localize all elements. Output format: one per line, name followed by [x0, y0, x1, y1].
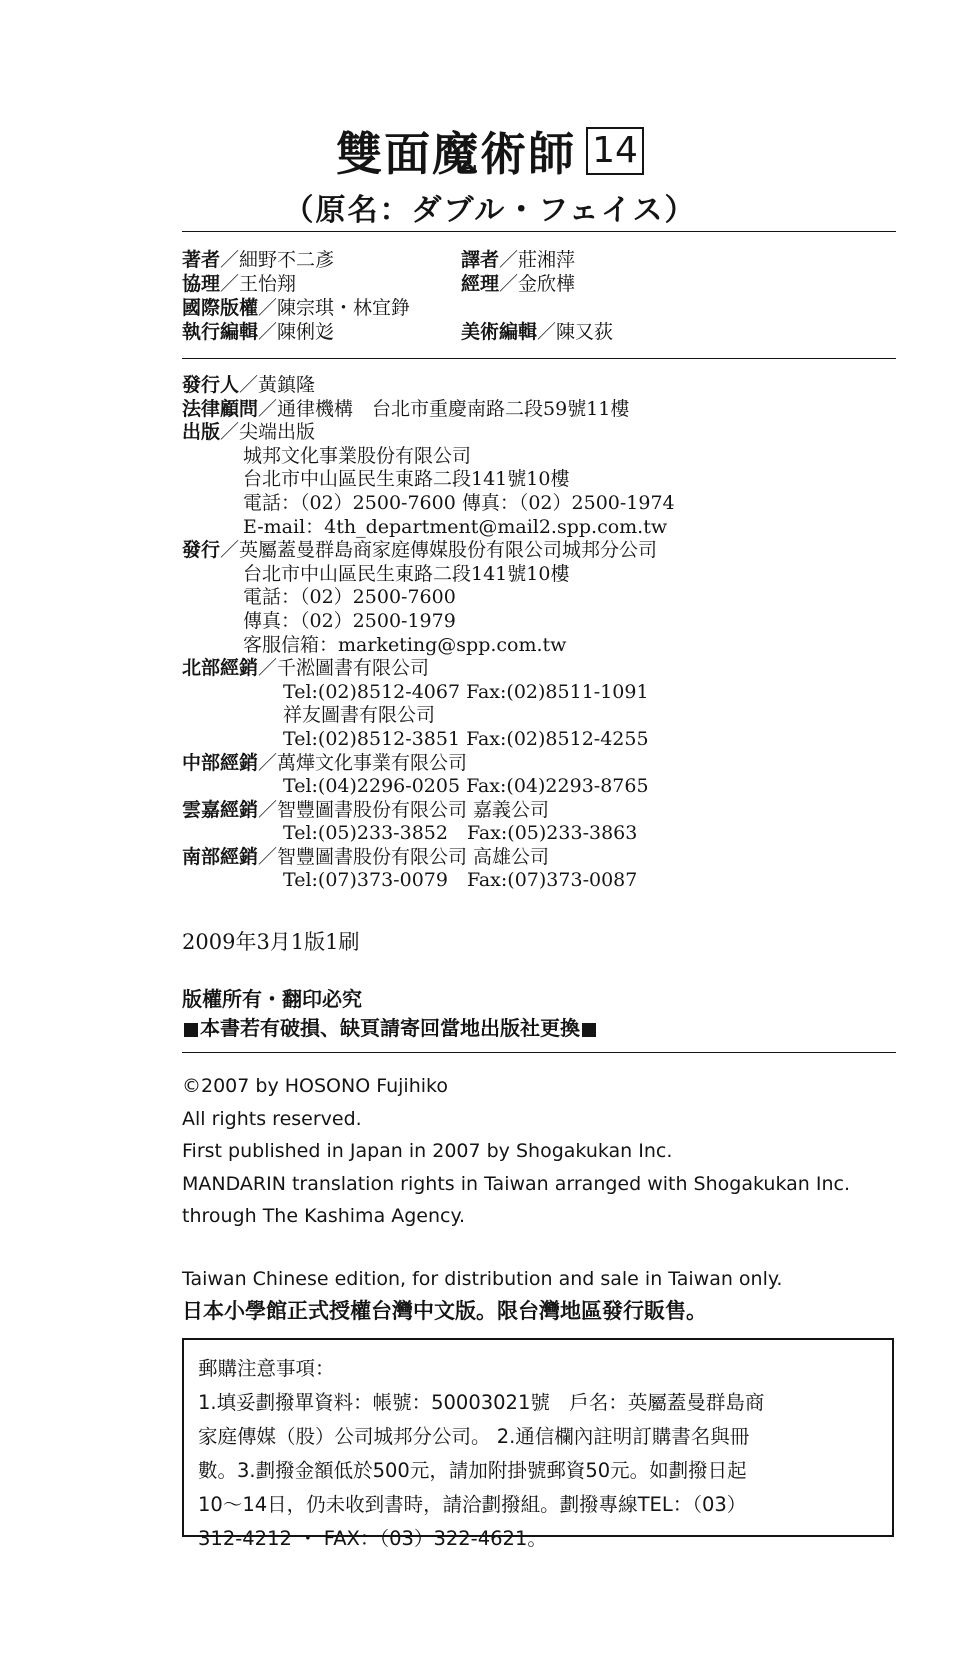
translation-rights-line: MANDARIN translation rights in Taiwan arranged with Shogakukan Inc. [182, 1172, 850, 1195]
credit-name: ／陳宗琪・林宜錚 [258, 297, 411, 319]
divider-top [182, 231, 896, 232]
company-phone: 電話：（02）2500-7600 傳真：（02）2500-1974 [243, 491, 675, 514]
credit-name: ／陳俐彣 [258, 321, 335, 343]
first-published-line: First published in Japan in 2007 by Shogakukan Inc. [182, 1140, 673, 1162]
notice-line: 312-4212 ・ FAX：（03）322-4621。 [198, 1527, 547, 1550]
north-dealer-label: 北部經銷 [182, 657, 259, 680]
credit-role: 譯者 [461, 249, 500, 271]
mail-order-notice [182, 1338, 894, 1550]
yunjia-dealer-label: 雲嘉經銷 [182, 798, 259, 821]
credit-role: 協理 [182, 273, 221, 295]
distribution-label: 發行 [182, 539, 221, 562]
edition-note: Taiwan Chinese edition, for distribution and sale in Taiwan only. [182, 1267, 783, 1290]
all-rights-line: All rights reserved. [182, 1107, 362, 1130]
notice-title: 郵購注意事項： [198, 1357, 335, 1380]
legal-label: 法律顧問 [182, 397, 259, 420]
divider-bottom [182, 1052, 896, 1053]
notice-line: 家庭傳媒（股）公司城邦分公司。 2.通信欄內註明訂購書名與冊 [198, 1425, 750, 1448]
credit-row [182, 272, 896, 296]
south-dealer-tel: Tel:(07)373-0079 Fax:(07)373-0087 [283, 869, 638, 892]
credit-role: 著者 [182, 249, 221, 271]
central-dealer-tel: Tel:(04)2296-0205 Fax:(04)2293-8765 [283, 775, 649, 798]
edition-date: 2009年3月1版1刷 [182, 930, 360, 954]
company-email: E-mail：4th_department@mail2.spp.com.tw [243, 515, 668, 538]
central-dealer: ／萬燁文化事業有限公司 [258, 751, 468, 774]
north-dealer-1-tel: Tel:(02)8512-4067 Fax:(02)8511-1091 [283, 680, 649, 703]
credit-row [182, 248, 896, 272]
north-dealer-1: ／千淞圖書有限公司 [258, 657, 430, 680]
company-name: 城邦文化事業股份有限公司 [243, 444, 472, 467]
south-dealer: ／智豐圖書股份有限公司 高雄公司 [258, 845, 550, 868]
title-block [0, 118, 980, 184]
publisher-name: ／黃鎮隆 [239, 374, 316, 396]
notice-line: 1.填妥劃撥單資料：帳號：50003021號 戶名：英屬蓋曼群島商 [198, 1391, 765, 1414]
press-label: 出版 [182, 421, 221, 444]
credit-role: 執行編輯 [182, 321, 259, 343]
north-dealer-2: 祥友圖書有限公司 [283, 704, 436, 727]
yunjia-dealer-tel: Tel:(05)233-3852 Fax:(05)233-3863 [283, 822, 638, 845]
distributor-name: ／英屬蓋曼群島商家庭傳媒股份有限公司城邦分公司 [220, 539, 658, 562]
yunjia-dealer: ／智豐圖書股份有限公司 嘉義公司 [258, 798, 550, 821]
north-dealer-2-tel: Tel:(02)8512-3851 Fax:(02)8512-4255 [283, 727, 649, 750]
credits-block [182, 248, 896, 344]
copyright-line: ©2007 by HOSONO Fujihiko [182, 1075, 448, 1097]
rights-block [182, 985, 598, 1043]
distributor-address: 台北市中山區民生東路二段141號10樓 [243, 562, 570, 585]
notice-line: 10～14日，仍未收到書時，請洽劃撥組。劃撥專線TEL：（03） [198, 1493, 747, 1516]
rights-reserved-zh: 版權所有・翻印必究 [182, 987, 362, 1011]
square-bullet-icon [184, 1023, 198, 1037]
credit-name: ／金欣樺 [499, 273, 576, 295]
distributor-phone: 電話：（02）2500-7600 [243, 586, 456, 609]
south-dealer-label: 南部經銷 [182, 845, 259, 868]
edition-note-zh: 日本小學館正式授權台灣中文版。限台灣地區發行販售。 [182, 1299, 707, 1323]
legal-counsel: ／通律機構 台北市重慶南路二段59號11樓 [258, 397, 630, 420]
credit-row [182, 296, 896, 320]
distributor-service-mail: 客服信箱：marketing@spp.com.tw [243, 633, 567, 656]
notice-line: 數。3.劃撥金額低於500元，請加附掛號郵資50元。如劃撥日起 [198, 1459, 747, 1482]
credit-name: ／王怡翔 [220, 273, 297, 295]
agency-line: through The Kashima Agency. [182, 1205, 466, 1227]
damage-return-notice: 本書若有破損、缺頁請寄回當地出版社更換 [200, 1016, 580, 1040]
english-rights [182, 1070, 850, 1328]
credit-name: ／細野不二彥 [220, 249, 335, 271]
original-title: （原名：ダブル・フェイス） [283, 193, 697, 228]
credit-row [182, 320, 896, 344]
distributor-fax: 傳真：（02）2500-1979 [243, 609, 456, 632]
press-name: ／尖端出版 [220, 421, 316, 444]
credit-role: 國際版權 [182, 297, 259, 319]
credit-name: ／莊湘萍 [499, 249, 576, 271]
publisher-label: 發行人 [182, 374, 240, 396]
square-bullet-icon [582, 1023, 596, 1037]
credit-name: ／陳又荻 [537, 321, 614, 343]
book-title: 雙面魔術師 [336, 127, 577, 181]
publishing-info [182, 374, 896, 893]
central-dealer-label: 中部經銷 [182, 751, 259, 774]
credit-role: 經理 [461, 273, 500, 295]
volume-number-box: 14 [586, 127, 644, 175]
divider-middle [182, 358, 896, 359]
credit-role: 美術編輯 [461, 321, 538, 343]
company-address: 台北市中山區民生東路二段141號10樓 [243, 468, 570, 491]
